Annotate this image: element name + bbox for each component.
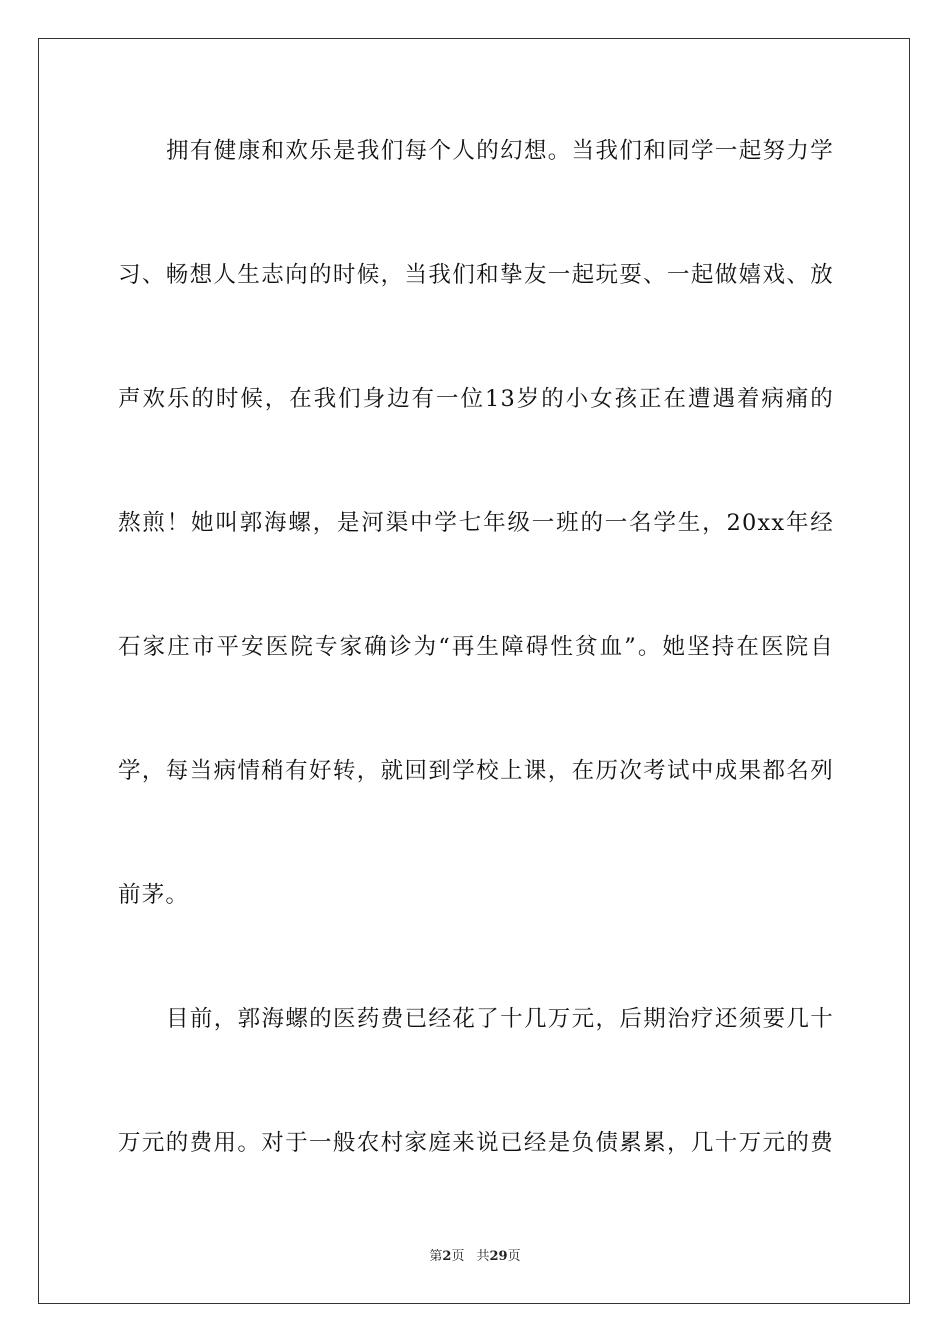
page-footer: [0, 1248, 950, 1266]
paragraph-line-7: 前茅。: [118, 882, 190, 908]
total-suffix: 页: [507, 1249, 521, 1264]
paragraph-line-2: 习、畅想人生志向的时候，当我们和挚友一起玩耍、一起做嬉戏、放: [118, 262, 834, 288]
page-suffix: 页: [451, 1249, 465, 1264]
paragraph-line-8: 目前，郭海螺的医药费已经花了十几万元，后期治疗还须要几十: [166, 1006, 834, 1032]
current-page-number: 2: [442, 1249, 452, 1264]
total-prefix: 共: [476, 1249, 490, 1264]
paragraph-line-6: 学，每当病情稍有好转，就回到学校上课，在历次考试中成果都名列: [118, 758, 834, 784]
paragraph-line-1: 拥有健康和欢乐是我们每个人的幻想。当我们和同学一起努力学: [166, 138, 834, 164]
paragraph-line-3: 声欢乐的时候，在我们身边有一位13岁的小女孩正在遭遇着病痛的: [118, 386, 834, 412]
paragraph-line-9: 万元的费用。对于一般农村家庭来说已经是负债累累，几十万元的费: [118, 1130, 834, 1156]
page-border: [38, 38, 910, 1304]
paragraph-line-5: 石家庄市平安医院专家确诊为“再生障碍性贫血”。她坚持在医院自: [118, 634, 834, 660]
page-prefix: 第: [429, 1249, 443, 1264]
paragraph-line-4: 熬煎！她叫郭海螺，是河渠中学七年级一班的一名学生，20xx年经: [118, 510, 834, 536]
total-page-count: 29: [489, 1249, 508, 1264]
